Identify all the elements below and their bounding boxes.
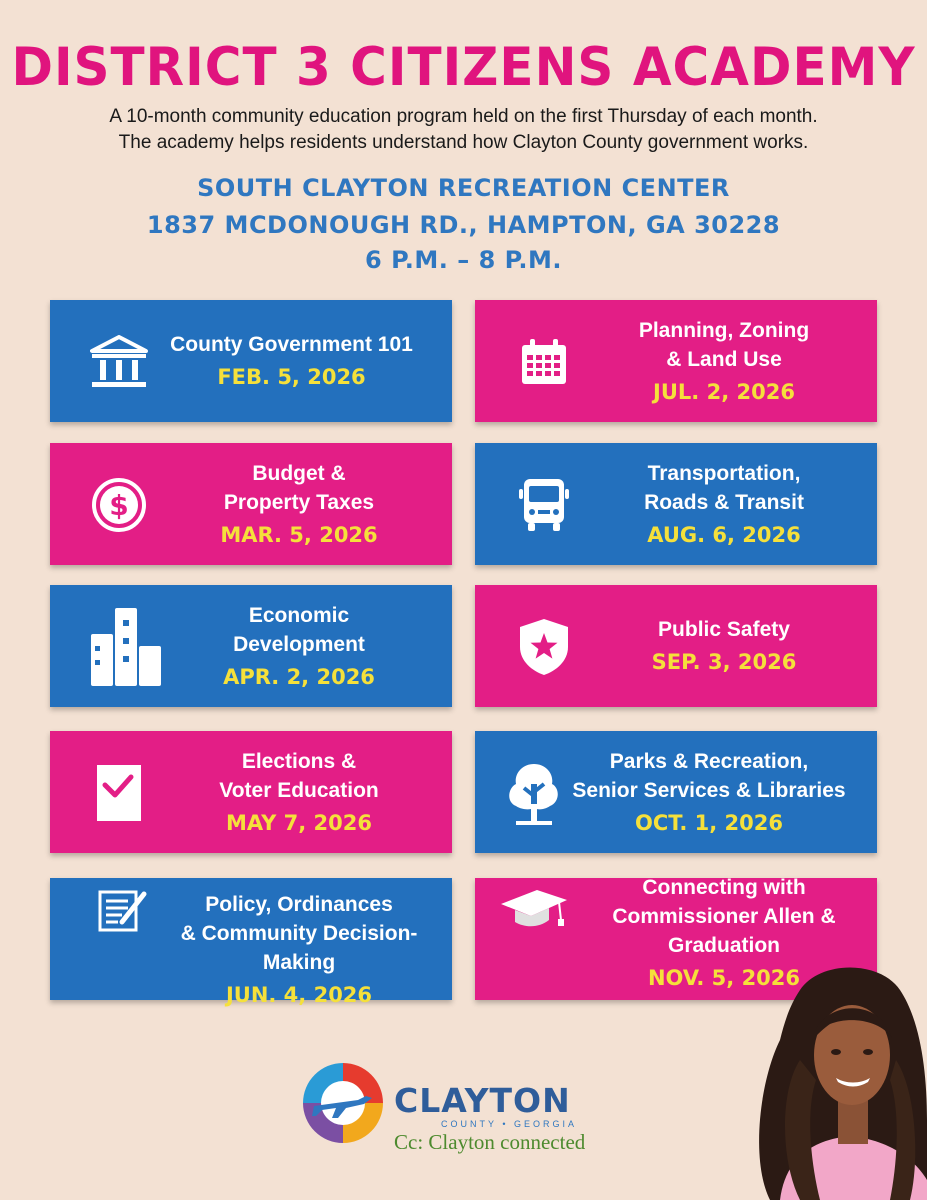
session-card-policy (50, 878, 452, 1007)
session-card-parks (475, 731, 877, 853)
bus-icon (503, 464, 585, 546)
session-topic: Budget & Property Taxes (223, 461, 375, 514)
session-topic: Transportation, Roads & Transit (644, 461, 804, 514)
location-address: 1837 MCDONOUGH RD., HAMPTON, GA 30228 (146, 211, 781, 239)
session-card-economic-development (50, 585, 452, 707)
session-topic: Economic Development (233, 603, 365, 656)
graduation-cap-icon (499, 884, 569, 932)
session-card-transportation (475, 443, 877, 565)
brand-name: CLAYTON (394, 1081, 571, 1120)
session-topic: County Government 101 (170, 333, 413, 356)
page-title: DISTRICT 3 CITIZENS ACADEMY (11, 36, 916, 98)
session-topic: Connecting with Commissioner Allen & Graduation (612, 876, 836, 957)
dollar-icon (78, 464, 160, 546)
session-date: JUN. 4, 2026 (225, 983, 373, 1007)
calendar-icon (503, 321, 585, 403)
intro-line-1: A 10-month community education program held on the first Thursday of each month. (109, 106, 818, 127)
session-date: SEP. 3, 2026 (651, 650, 797, 674)
session-topic: Planning, Zoning & Land Use (638, 318, 810, 371)
ballot-check-icon (78, 752, 160, 834)
buildings-icon (82, 606, 164, 688)
intro-line-2: The academy helps residents understand how Clayton County government works. (118, 132, 809, 153)
svg-text:$: $ (109, 489, 129, 522)
session-topic: Elections & Voter Education (219, 749, 379, 802)
session-card-elections (50, 731, 452, 853)
session-date: OCT. 1, 2026 (634, 810, 784, 835)
session-date: APR. 2, 2026 (223, 664, 375, 689)
session-topic: Policy, Ordinances & Community Decision-Making (180, 893, 418, 974)
location-name: SOUTH CLAYTON RECREATION CENTER (197, 174, 730, 202)
session-card-budget (50, 443, 452, 565)
session-date: FEB. 5, 2026 (217, 365, 366, 389)
session-card-public-safety (475, 585, 877, 707)
session-time: 6 P.M. – 8 P.M. (365, 246, 562, 274)
document-pen-icon (96, 888, 152, 934)
session-date: AUG. 6, 2026 (647, 522, 801, 547)
session-date: MAY 7, 2026 (225, 810, 372, 835)
session-date: JUL. 2, 2026 (653, 379, 795, 404)
brand-tagline: Cc: Clayton connected (394, 1130, 586, 1154)
clayton-brand (394, 1081, 634, 1155)
session-date: MAR. 5, 2026 (220, 522, 378, 547)
brand-sub: COUNTY • GEORGIA (441, 1119, 577, 1129)
commissioner-photo (740, 960, 927, 1200)
session-date: NOV. 5, 2026 (647, 966, 801, 990)
shield-star-icon (503, 606, 585, 688)
session-topic: Public Safety (658, 618, 790, 641)
session-topic: Parks & Recreation, Senior Services & Libraries (572, 749, 846, 802)
session-card-planning-zoning (475, 300, 877, 422)
session-card-county-government (50, 300, 452, 422)
clayton-county-logo-icon (300, 1060, 386, 1146)
